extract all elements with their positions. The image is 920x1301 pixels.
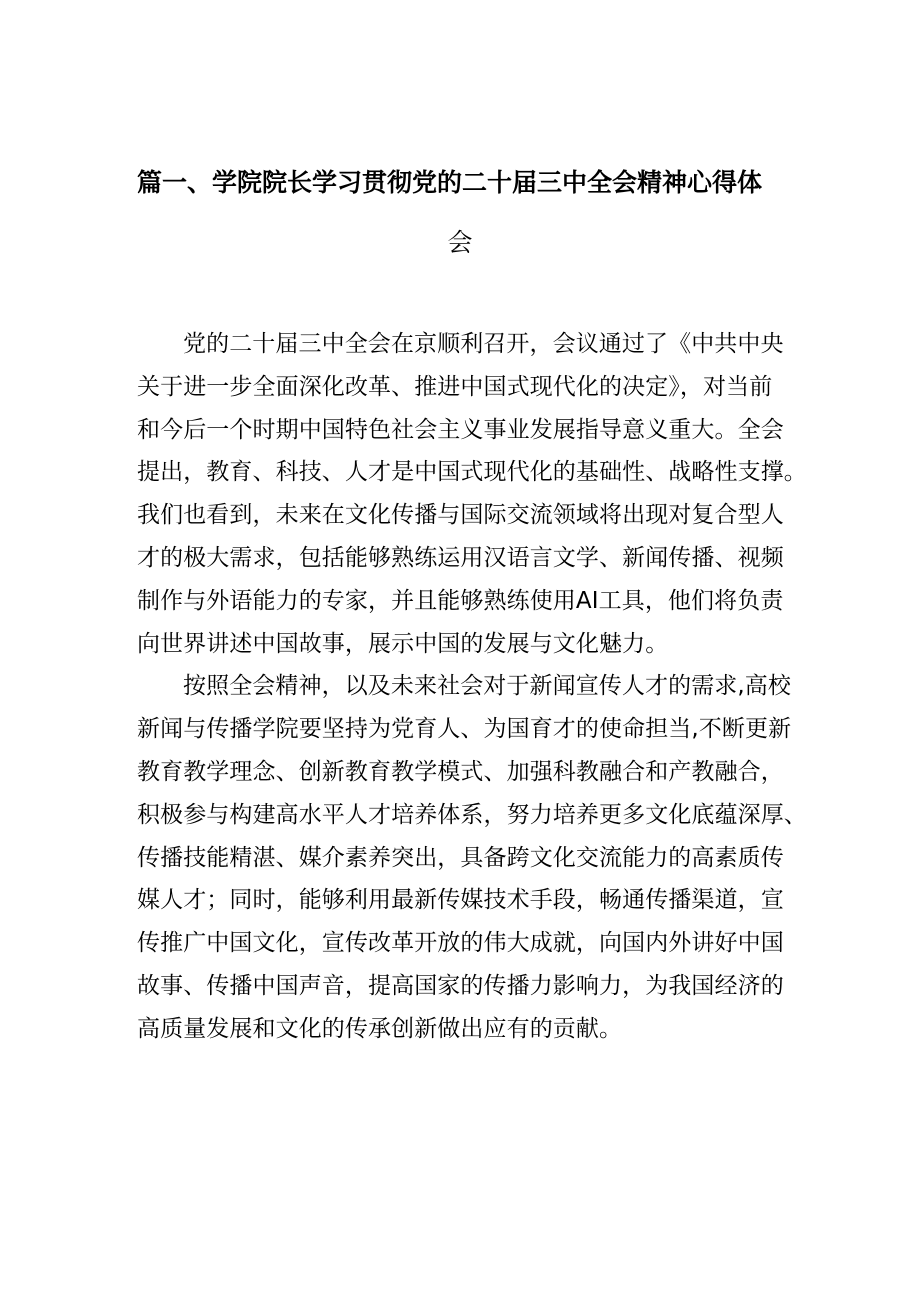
document-title-line-1: 篇一、学院院长学习贯彻党的二十届三中全会精神心得体 (137, 168, 763, 197)
paragraph-line: 提出，教育、科技、人才是中国式现代化的基础性、战略性支撑。 (137, 459, 807, 486)
paragraph-line: 传播技能精湛、媒介素养突出，具备跨文化交流能力的高素质传 (137, 844, 784, 871)
paragraph-line: 按照全会精神，以及未来社会对于新闻宣传人才的需求,高校 (183, 673, 792, 700)
paragraph-line: 故事、传播中国声音，提高国家的传播力影响力，为我国经济的 (137, 972, 784, 999)
paragraph-line: 才的极大需求，包括能够熟练运用汉语言文学、新闻传播、视频 (137, 544, 784, 571)
paragraph-line: 高质量发展和文化的传承创新做出应有的贡献。 (137, 1015, 623, 1042)
paragraph-line: 新闻与传播学院要坚持为党育人、为国育才的使命担当,不断更新 (137, 716, 792, 743)
document-body (137, 323, 807, 1051)
paragraph-2 (137, 665, 807, 1050)
paragraph-line: 媒人才；同时，能够利用最新传媒技术手段，畅通传播渠道，宣 (137, 887, 784, 914)
document-title-line-2: 会 (447, 228, 473, 257)
paragraph-line: 和今后一个时期中国特色社会主义事业发展指导意义重大。全会 (137, 416, 784, 443)
paragraph-line: 制作与外语能力的专家，并且能够熟练使用AI工具，他们将负责 (137, 587, 784, 614)
paragraph-1 (137, 323, 807, 665)
paragraph-line: 向世界讲述中国故事，展示中国的发展与文化魅力。 (137, 630, 669, 657)
paragraph-line: 传推广中国文化，宣传改革开放的伟大成就，向国内外讲好中国 (137, 930, 784, 957)
paragraph-line: 教育教学理念、创新教育教学模式、加强科教融合和产教融合， (137, 758, 784, 785)
paragraph-line: 关于进一步全面深化改革、推进中国式现代化的决定》，对当前 (137, 373, 773, 400)
paragraph-line: 我们也看到，未来在文化传播与国际交流领域将出现对复合型人 (137, 502, 784, 529)
paragraph-line: 党的二十届三中全会在京顺利召开，会议通过了《中共中央 (183, 331, 784, 357)
paragraph-line: 积极参与构建高水平人才培养体系，努力培养更多文化底蕴深厚、 (137, 801, 807, 828)
